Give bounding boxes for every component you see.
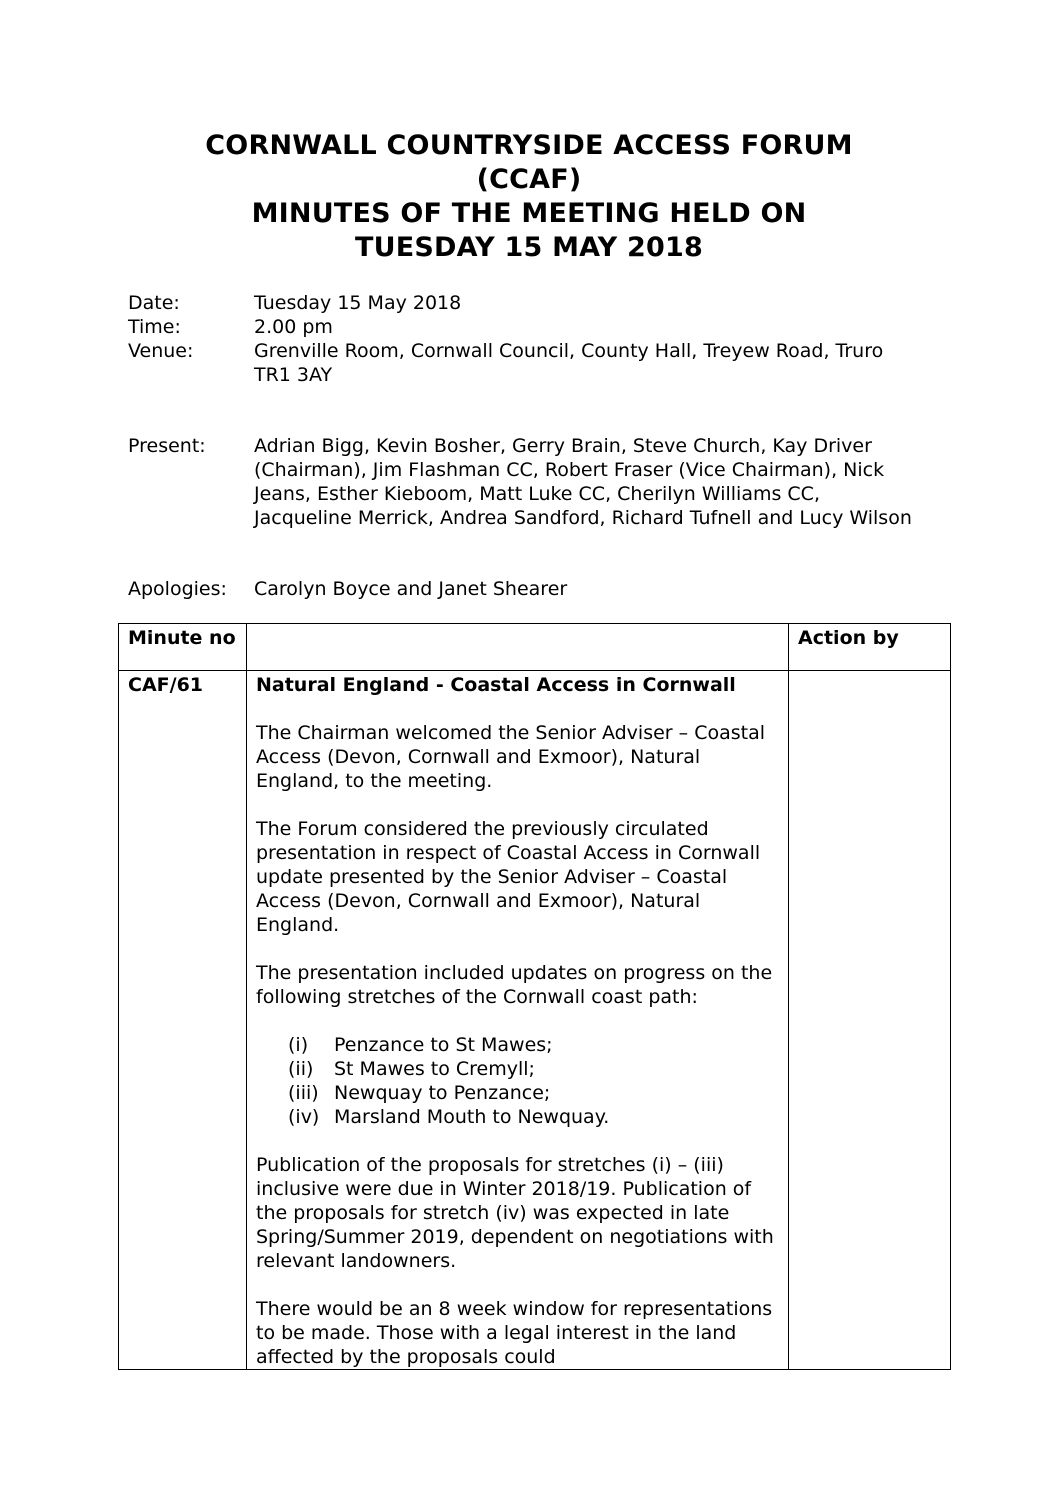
document-title: [0, 129, 1058, 265]
table-row: [119, 671, 951, 1370]
paragraph-5: There would be an 8 week window for representations to be made. Those with a legal interest in the land affected by the proposals could: [256, 1298, 773, 1368]
list-item-text: St Mawes to Cremyll;: [334, 1058, 535, 1080]
paragraph-1: The Chairman welcomed the Senior Adviser – Coastal Access (Devon, Cornwall and Exmoor), Natural England, to the meeting.: [256, 722, 765, 792]
list-item-text: Newquay to Penzance;: [334, 1082, 551, 1104]
list-item: [288, 1081, 779, 1105]
header-minute-no: Minute no: [119, 624, 247, 671]
list-item: [288, 1057, 779, 1081]
apologies-value: Carolyn Boyce and Janet Shearer: [254, 578, 568, 600]
date-value: Tuesday 15 May 2018: [254, 292, 462, 314]
table-header-row: [119, 624, 951, 671]
present-label: Present:: [128, 435, 206, 457]
title-line-2: (CCAF): [476, 164, 582, 195]
minute-content: [247, 671, 789, 1370]
list-item-number: (ii): [288, 1058, 314, 1080]
list-item: [288, 1033, 779, 1057]
time-label: Time:: [128, 316, 181, 338]
list-item-text: Marsland Mouth to Newquay.: [334, 1106, 610, 1128]
header-action-by: Action by: [789, 624, 951, 671]
paragraph-3: The presentation included updates on progress on the following stretches of the Cornwall coast path:: [256, 962, 773, 1008]
minutes-table: [118, 623, 951, 1370]
header-blank: [247, 624, 789, 671]
paragraph-2: The Forum considered the previously circulated presentation in respect of Coastal Access in Cornwall update presented by the Senior Adviser – Coastal Access (Devon, Cornwall and Exmoor), Natural England.: [256, 818, 761, 936]
paragraph-4: Publication of the proposals for stretches (i) – (iii) inclusive were due in Winter 2018/19. Publication of the proposals for stretch (iv) was expected in late Spring/Summer 2019, dependent on negotiations with relevant landowners.: [256, 1154, 774, 1272]
minute-number: CAF/61: [119, 671, 247, 1370]
list-item-number: (i): [288, 1034, 309, 1056]
title-line-3: MINUTES OF THE MEETING HELD ON: [251, 198, 807, 229]
venue-value: Grenville Room, Cornwall Council, County Hall, Treyew Road, Truro TR1 3AY: [254, 340, 884, 386]
list-item: [288, 1105, 779, 1129]
title-line-4: TUESDAY 15 MAY 2018: [355, 232, 703, 263]
list-item-text: Penzance to St Mawes;: [334, 1034, 553, 1056]
list-item-number: (iv): [288, 1106, 320, 1128]
venue-label: Venue:: [128, 340, 194, 362]
list-item-number: (iii): [288, 1082, 319, 1104]
item-title: Natural England - Coastal Access in Cornwall: [256, 674, 736, 696]
apologies-label: Apologies:: [128, 578, 227, 600]
action-by-cell: [789, 671, 951, 1370]
stretches-list: [256, 1033, 779, 1129]
time-value: 2.00 pm: [254, 316, 333, 338]
date-label: Date:: [128, 292, 180, 314]
title-line-1: CORNWALL COUNTRYSIDE ACCESS FORUM: [205, 130, 853, 161]
present-value: Adrian Bigg, Kevin Bosher, Gerry Brain, Steve Church, Kay Driver (Chairman), Jim Flashman CC, Robert Fraser (Vice Chairman), Nick Jeans, Esther Kieboom, Matt Luke CC, Cherilyn Williams CC, Jacqueline Merrick, Andrea Sandford, Richard Tufnell and Lucy Wilson: [254, 435, 912, 529]
